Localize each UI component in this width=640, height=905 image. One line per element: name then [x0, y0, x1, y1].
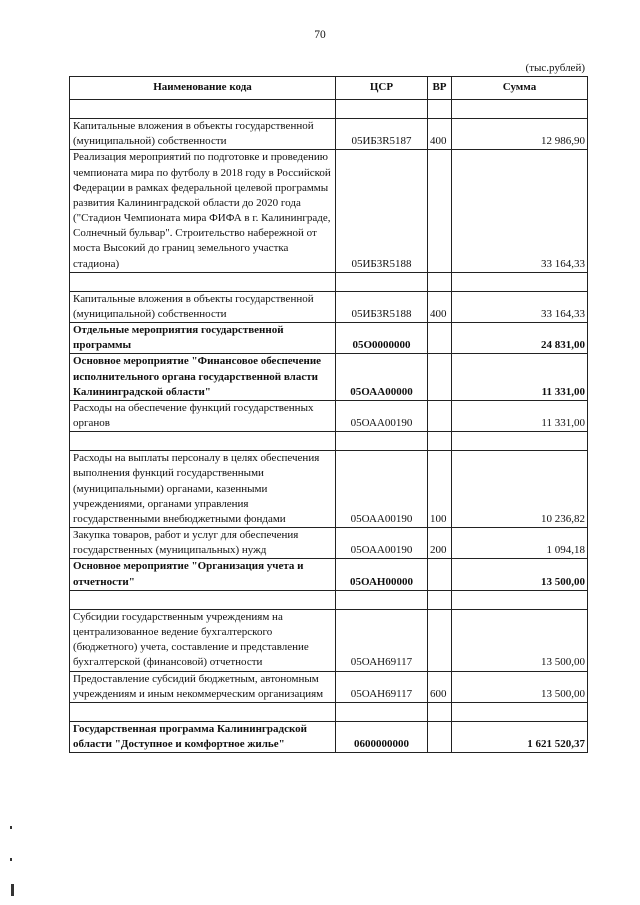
table-spacer-row: [70, 702, 588, 721]
row-csr: 05ОАН69117: [336, 671, 428, 702]
row-vr: [428, 323, 452, 354]
table-row: [70, 291, 588, 322]
budget-table: [69, 76, 588, 753]
header-name: Наименование кода: [70, 77, 336, 100]
row-vr: 100: [428, 451, 452, 528]
row-csr: 05ОАА00000: [336, 354, 428, 401]
row-sum: 1 094,18: [452, 528, 588, 559]
table-spacer-row: [70, 272, 588, 291]
row-sum: 1 621 520,37: [452, 721, 588, 752]
row-sum: 33 164,33: [452, 150, 588, 272]
row-vr: [428, 609, 452, 671]
row-name: Расходы на обеспечение функций государственных органов: [70, 400, 336, 431]
row-name: Капитальные вложения в объекты государственной (муниципальной) собственности: [70, 119, 336, 150]
row-csr: 05ОАН69117: [336, 609, 428, 671]
row-vr: 400: [428, 291, 452, 322]
row-sum: 33 164,33: [452, 291, 588, 322]
row-name: Предоставление субсидий бюджетным, автономным учреждениям и иным некоммерческим организациям: [70, 671, 336, 702]
table-row: [70, 451, 588, 528]
table-row: [70, 400, 588, 431]
scan-mark: [10, 858, 12, 861]
row-name: Реализация мероприятий по подготовке и проведению чемпионата мира по футболу в 2018 году в Российской Федерации в рамках федеральной целевой программы развития Калининградской области до 2020 года ("Стадион Чемпионата мира ФИФА в г. Калининграде, Солнечный бульвар". Строительство набережной от моста Высокий до границ земельного участка стадиона): [70, 150, 336, 272]
table-row: [70, 559, 588, 590]
row-csr: 05ОАА00190: [336, 451, 428, 528]
row-vr: 200: [428, 528, 452, 559]
scan-mark: [10, 826, 12, 829]
table-row: [70, 671, 588, 702]
table-row: [70, 150, 588, 272]
table-row: [70, 323, 588, 354]
table-row: [70, 721, 588, 752]
row-name: Отдельные мероприятия государственной программы: [70, 323, 336, 354]
row-sum: 11 331,00: [452, 354, 588, 401]
row-csr: 0600000000: [336, 721, 428, 752]
row-name: Субсидии государственным учреждениям на централизованное ведение бухгалтерского (бюджетного) учета, составление и представление бухгалтерской (финансовой) отчетности: [70, 609, 336, 671]
row-sum: 13 500,00: [452, 671, 588, 702]
row-vr: [428, 354, 452, 401]
table-row: [70, 528, 588, 559]
row-csr: 05ОАА00190: [336, 528, 428, 559]
row-vr: 400: [428, 119, 452, 150]
row-name: Государственная программа Калининградской области "Доступное и комфортное жилье": [70, 721, 336, 752]
row-vr: [428, 400, 452, 431]
table-spacer-row: [70, 100, 588, 119]
row-vr: [428, 559, 452, 590]
scan-mark: [11, 884, 14, 896]
header-vr: ВР: [428, 77, 452, 100]
row-vr: 600: [428, 671, 452, 702]
page-number: 70: [314, 29, 326, 41]
row-name: Основное мероприятие "Организация учета и отчетности": [70, 559, 336, 590]
row-vr: [428, 721, 452, 752]
table-header-row: [70, 77, 588, 100]
row-sum: 12 986,90: [452, 119, 588, 150]
table-row: [70, 609, 588, 671]
row-csr: 05ИБ3R5187: [336, 119, 428, 150]
row-sum: 13 500,00: [452, 609, 588, 671]
row-csr: 05ИБ3R5188: [336, 291, 428, 322]
table-row: [70, 119, 588, 150]
row-csr: 05О0000000: [336, 323, 428, 354]
row-vr: [428, 150, 452, 272]
row-sum: 11 331,00: [452, 400, 588, 431]
row-name: Расходы на выплаты персоналу в целях обеспечения выполнения функций государственными (муниципальными) органами, казенными учреждениями, органами управления государственными внебюджетными фондами: [70, 451, 336, 528]
table-spacer-row: [70, 432, 588, 451]
units-label: (тыс.рублей): [525, 62, 585, 74]
table-spacer-row: [70, 590, 588, 609]
row-csr: 05ОАН00000: [336, 559, 428, 590]
header-csr: ЦСР: [336, 77, 428, 100]
row-sum: 24 831,00: [452, 323, 588, 354]
row-name: Основное мероприятие "Финансовое обеспечение исполнительного органа государственной власти Калининградской области": [70, 354, 336, 401]
table-row: [70, 354, 588, 401]
row-csr: 05ИБ3R5188: [336, 150, 428, 272]
row-sum: 13 500,00: [452, 559, 588, 590]
row-sum: 10 236,82: [452, 451, 588, 528]
row-name: Закупка товаров, работ и услуг для обеспечения государственных (муниципальных) нужд: [70, 528, 336, 559]
row-name: Капитальные вложения в объекты государственной (муниципальной) собственности: [70, 291, 336, 322]
header-sum: Сумма: [452, 77, 588, 100]
row-csr: 05ОАА00190: [336, 400, 428, 431]
